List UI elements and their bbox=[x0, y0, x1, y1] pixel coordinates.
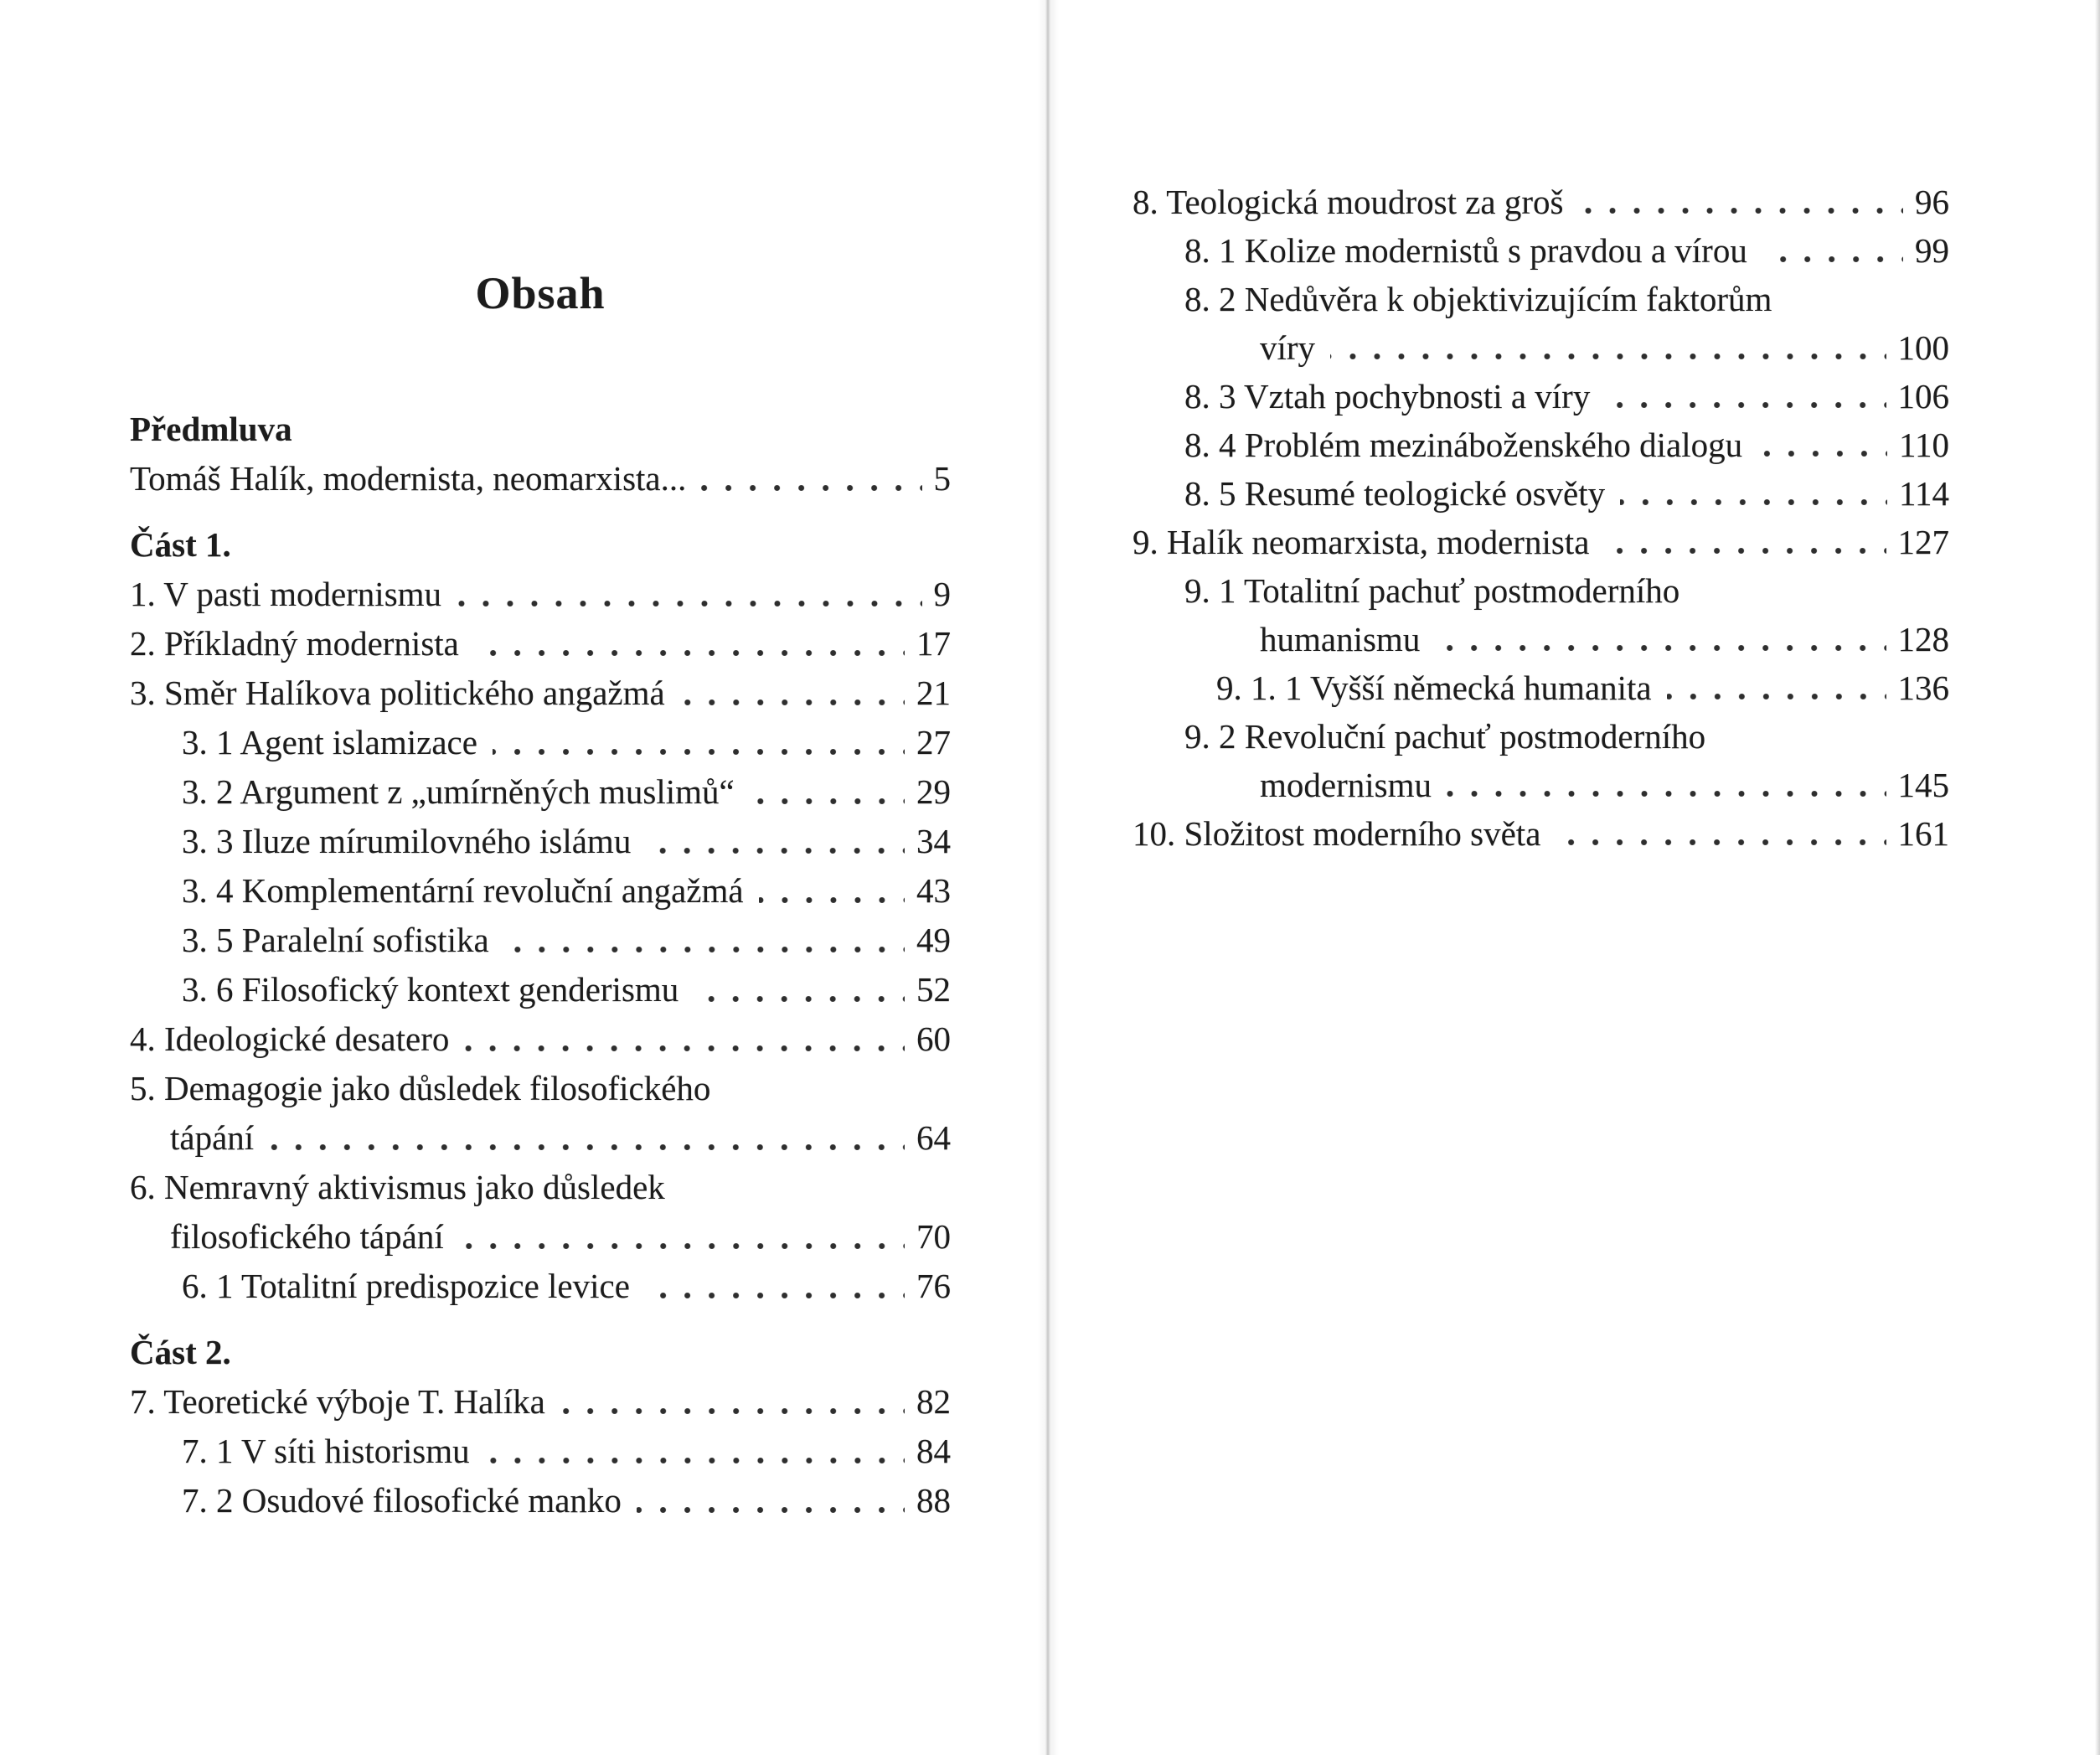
page-number: 60 bbox=[916, 1019, 951, 1058]
page-number: 114 bbox=[1899, 474, 1949, 513]
page-number: 5 bbox=[933, 459, 951, 498]
toc-entry-text: 3. 4 Komplementární revoluční angažmá bbox=[182, 871, 744, 910]
page-number: 82 bbox=[916, 1382, 951, 1421]
dot-leader bbox=[680, 668, 905, 718]
toc-entry-text: 3. 5 Paralelní sofistika bbox=[182, 921, 489, 959]
dot-leader bbox=[645, 1262, 905, 1311]
toc-entry bbox=[1133, 323, 1949, 372]
toc-entry-text: 8. 3 Vztah pochybnosti a víry bbox=[1184, 377, 1591, 416]
toc-entry bbox=[130, 454, 951, 503]
page-number: 128 bbox=[1897, 620, 1949, 658]
toc-entry bbox=[1133, 275, 1949, 323]
toc-entry bbox=[130, 767, 951, 817]
toc-entry-text: 1. V pasti modernismu bbox=[130, 575, 442, 613]
toc-entry bbox=[1133, 566, 1949, 615]
toc-entry bbox=[130, 668, 951, 718]
toc-entry-text: 8. Teologická moudrost za groš bbox=[1133, 183, 1564, 221]
dot-leader bbox=[759, 866, 905, 916]
page-number: 27 bbox=[916, 723, 951, 761]
toc-entry-text: 3. 3 Iluze mírumilovného islámu bbox=[182, 822, 632, 860]
toc-entry bbox=[130, 1377, 951, 1427]
toc-entry-text: 8. 2 Nedůvěra k objektivizujícím faktorům bbox=[1184, 280, 1772, 318]
dot-leader bbox=[1447, 761, 1886, 809]
toc-entry bbox=[1133, 663, 1949, 712]
dot-leader bbox=[1435, 615, 1886, 663]
toc-entry-text: 3. 1 Agent islamizace bbox=[182, 723, 477, 761]
toc-entry-text: 8. 1 Kolize modernistů s pravdou a vírou bbox=[1184, 231, 1747, 270]
toc-entry bbox=[130, 916, 951, 965]
toc-entry bbox=[1133, 469, 1949, 518]
dot-leader bbox=[1667, 663, 1886, 712]
page-gutter-shadow bbox=[1037, 0, 1059, 1755]
right-page bbox=[1133, 178, 1949, 858]
section-gap bbox=[130, 1311, 951, 1328]
toc-part-heading bbox=[130, 520, 951, 570]
toc-entry-text: 9. 1 Totalitní pachuť postmoderního bbox=[1184, 571, 1680, 610]
toc-entry-text: 5. Demagogie jako důsledek filosofického bbox=[130, 1069, 711, 1107]
left-page-entries bbox=[130, 405, 951, 1525]
page-number: 84 bbox=[916, 1432, 951, 1470]
toc-part-heading bbox=[130, 405, 951, 454]
page-number: 161 bbox=[1897, 814, 1949, 853]
toc-entry-text: Předmluva bbox=[130, 410, 292, 448]
toc-entry bbox=[1133, 615, 1949, 663]
page-number: 110 bbox=[1899, 426, 1949, 464]
toc-entry-text: Část 1. bbox=[130, 525, 231, 564]
toc-entry-text: 6. Nemravný aktivismus jako důsledek bbox=[130, 1168, 665, 1206]
page-number: 17 bbox=[916, 624, 951, 663]
toc-entry bbox=[1133, 421, 1949, 469]
page-number: 99 bbox=[1915, 231, 1949, 270]
toc-entry bbox=[1133, 178, 1949, 226]
toc-entry bbox=[130, 619, 951, 668]
toc-entry bbox=[130, 1262, 951, 1311]
toc-entry bbox=[1133, 226, 1949, 275]
page-number: 49 bbox=[916, 921, 951, 959]
dot-leader bbox=[485, 1427, 905, 1476]
dot-leader bbox=[637, 1476, 905, 1525]
page-number: 88 bbox=[916, 1481, 951, 1520]
toc-entry-text: 7. 1 V síti historismu bbox=[182, 1432, 470, 1470]
toc-entry-text: 8. 4 Problém mezináboženského dialogu bbox=[1184, 426, 1743, 464]
toc-entry bbox=[130, 817, 951, 866]
toc-entry bbox=[1133, 761, 1949, 809]
toc-entry-text: tápání bbox=[170, 1118, 255, 1157]
toc-entry-text: 6. 1 Totalitní predispozice levice bbox=[182, 1267, 630, 1305]
dot-leader bbox=[1605, 372, 1886, 421]
page-number: 106 bbox=[1897, 377, 1949, 416]
toc-entry bbox=[130, 1113, 951, 1163]
section-gap bbox=[130, 503, 951, 520]
page-number: 96 bbox=[1915, 183, 1949, 221]
toc-entry-text: 3. 6 Filosofický kontext genderismu bbox=[182, 970, 679, 1009]
toc-entry-text: modernismu bbox=[1260, 766, 1432, 804]
toc-entry-text: humanismu bbox=[1260, 620, 1421, 658]
dot-leader bbox=[1762, 226, 1903, 275]
dot-leader bbox=[750, 767, 905, 817]
toc-entry-text: Část 2. bbox=[130, 1333, 231, 1371]
dot-leader bbox=[474, 619, 905, 668]
dot-leader bbox=[459, 1212, 905, 1262]
page-number: 64 bbox=[916, 1118, 951, 1157]
page-number: 52 bbox=[916, 970, 951, 1009]
toc-entry-text: 9. 2 Revoluční pachuť postmoderního bbox=[1184, 717, 1706, 756]
page-number: 76 bbox=[916, 1267, 951, 1305]
dot-leader bbox=[464, 1014, 905, 1064]
toc-entry-text: Tomáš Halík, modernista, neomarxista... bbox=[130, 459, 687, 498]
toc-entry bbox=[130, 1014, 951, 1064]
toc-entry-text: 3. 2 Argument z „umírněných muslimů“ bbox=[182, 772, 735, 811]
dot-leader bbox=[1757, 421, 1887, 469]
toc-entry-text: 9. Halík neomarxista, modernista bbox=[1133, 523, 1590, 561]
toc-entry-text: víry bbox=[1260, 328, 1316, 367]
toc-entry-text: 4. Ideologické desatero bbox=[130, 1019, 450, 1058]
dot-leader bbox=[1620, 469, 1887, 518]
page-number: 9 bbox=[933, 575, 951, 613]
toc-entry bbox=[130, 1476, 951, 1525]
toc-entry bbox=[130, 1427, 951, 1476]
toc-entry bbox=[130, 1163, 951, 1212]
dot-leader bbox=[457, 570, 921, 619]
right-page-entries bbox=[1133, 178, 1949, 858]
page-number: 70 bbox=[916, 1217, 951, 1256]
toc-entry-text: 2. Příkladný modernista bbox=[130, 624, 459, 663]
toc-entry-text: 8. 5 Resumé teologické osvěty bbox=[1184, 474, 1606, 513]
scan-right-edge-shadow bbox=[2095, 0, 2100, 1755]
page-number: 145 bbox=[1897, 766, 1949, 804]
toc-entry bbox=[130, 1212, 951, 1262]
dot-leader bbox=[1604, 518, 1886, 566]
toc-entry bbox=[130, 570, 951, 619]
toc-entry bbox=[130, 866, 951, 916]
toc-entry-text: filosofického tápání bbox=[170, 1217, 444, 1256]
dot-leader bbox=[504, 916, 905, 965]
page-number: 43 bbox=[916, 871, 951, 910]
dot-leader bbox=[701, 454, 921, 503]
toc-entry bbox=[1133, 712, 1949, 761]
toc-entry bbox=[130, 718, 951, 767]
toc-entry-text: 7. Teoretické výboje T. Halíka bbox=[130, 1382, 545, 1421]
toc-entry bbox=[1133, 809, 1949, 858]
page-number: 34 bbox=[916, 822, 951, 860]
dot-leader bbox=[694, 965, 905, 1014]
dot-leader bbox=[1330, 323, 1886, 372]
dot-leader bbox=[1556, 809, 1886, 858]
dot-leader bbox=[560, 1377, 905, 1427]
page-number: 29 bbox=[916, 772, 951, 811]
toc-entry bbox=[1133, 372, 1949, 421]
toc-title: Obsah bbox=[475, 268, 606, 318]
toc-entry-text: 3. Směr Halíkova politického angažmá bbox=[130, 674, 665, 712]
left-page bbox=[130, 268, 951, 1525]
dot-leader bbox=[646, 817, 905, 866]
page-number: 21 bbox=[916, 674, 951, 712]
toc-entry-text: 7. 2 Osudové filosofické manko bbox=[182, 1481, 622, 1520]
toc-entry-text: 10. Složitost moderního světa bbox=[1133, 814, 1541, 853]
toc-entry-text: 9. 1. 1 Vyšší německá humanita bbox=[1216, 668, 1652, 707]
dot-leader bbox=[1578, 178, 1903, 226]
dot-leader bbox=[269, 1113, 905, 1163]
toc-entry bbox=[1133, 518, 1949, 566]
toc-part-heading bbox=[130, 1328, 951, 1377]
page-number: 100 bbox=[1897, 328, 1949, 367]
toc-entry bbox=[130, 965, 951, 1014]
toc-entry bbox=[130, 1064, 951, 1113]
dot-leader bbox=[493, 718, 905, 767]
page-number: 136 bbox=[1897, 668, 1949, 707]
page-number: 127 bbox=[1897, 523, 1949, 561]
